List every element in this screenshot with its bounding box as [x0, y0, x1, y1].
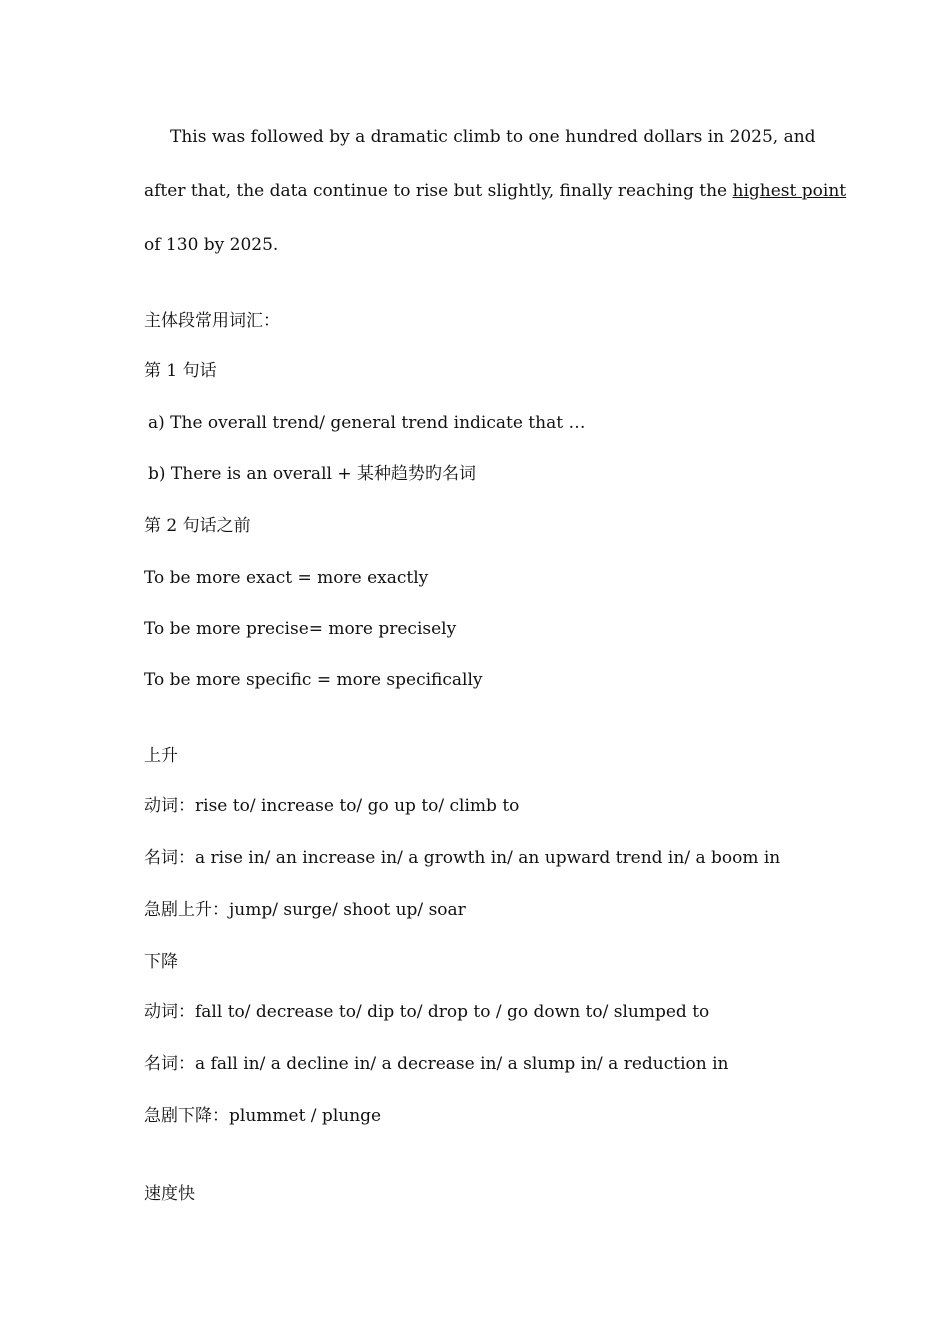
sentence-2-item: To be more specific = more specifically	[144, 670, 483, 690]
sentence-2-item: To be more exact = more exactly	[144, 568, 429, 588]
fall-nouns: 名词：a fall in/ a decline in/ a decrease in/ a slump in/ a reduction in	[144, 1054, 729, 1074]
sentence-2-heading: 第 2 句话之前	[144, 516, 251, 536]
fall-heading: 下降	[144, 952, 178, 972]
rise-verbs: 动词：rise to/ increase to/ go up to/ climb to	[144, 796, 520, 816]
speed-heading: 速度快	[144, 1184, 195, 1204]
sentence-1-item-b: b) There is an overall + 某种趋势旳名词	[148, 464, 476, 484]
rise-heading: 上升	[144, 746, 178, 766]
highest-point-underlined: highest point	[732, 181, 847, 201]
paragraph-line-3: of 130 by 2025.	[144, 235, 279, 255]
sentence-1-item-a: a) The overall trend/ general trend indicate that …	[148, 413, 586, 433]
paragraph-line-2	[144, 180, 847, 202]
sentence-1-heading: 第 1 句话	[144, 361, 217, 381]
rise-sharp: 急剧上升：jump/ surge/ shoot up/ soar	[144, 900, 466, 920]
fall-sharp: 急剧下降：plummet / plunge	[144, 1106, 382, 1126]
paragraph-line-1: This was followed by a dramatic climb to one hundred dollars in 2025, and	[170, 127, 816, 147]
vocab-heading: 主体段常用词汇：	[144, 311, 280, 331]
rise-nouns: 名词：a rise in/ an increase in/ a growth in/ an upward trend in/ a boom in	[144, 848, 781, 868]
paragraph-line-2-text: after that, the data continue to rise but slightly, finally reaching the	[144, 181, 733, 201]
fall-verbs: 动词：fall to/ decrease to/ dip to/ drop to / go down to/ slumped to	[144, 1002, 710, 1022]
sentence-2-item: To be more precise= more precisely	[144, 619, 457, 639]
